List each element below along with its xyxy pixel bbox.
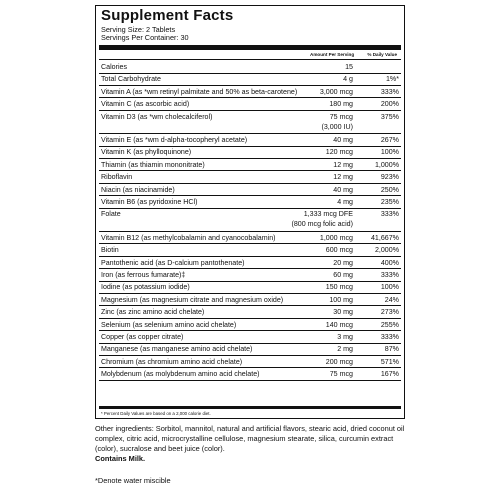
nutrient-daily-value: 167% <box>380 370 399 379</box>
nutrient-daily-value: 2,000% <box>374 246 399 255</box>
nutrient-name: Calories <box>101 63 128 71</box>
nutrient-row <box>99 136 401 147</box>
nutrient-name: Folate <box>101 210 121 219</box>
nutrient-daily-value: 333% <box>380 333 399 341</box>
nutrient-name: Iodine (as potassium iodide) <box>101 283 190 292</box>
nutrient-amount: 600 mcg <box>325 246 353 255</box>
nutrient-amount: 120 mcg <box>325 148 353 157</box>
water-miscible-note: *Denote water miscible <box>95 476 171 485</box>
nutrient-name: Vitamin K (as phylloquinone) <box>101 148 192 157</box>
supplement-facts-panel <box>95 5 405 419</box>
nutrient-name: Niacin (as niacinamide) <box>101 185 175 194</box>
nutrient-name: Molybdenum (as molybdenum amino acid chelate) <box>101 370 260 379</box>
row-divider <box>99 183 401 184</box>
nutrient-row <box>99 113 401 135</box>
nutrient-amount: 4 mg <box>337 198 353 206</box>
nutrient-name: Selenium (as selenium amino acid chelate) <box>101 320 237 329</box>
nutrient-name: Vitamin B6 (as pyridoxine HCl) <box>101 198 198 206</box>
nutrient-name: Iron (as ferrous fumarate)‡ <box>101 271 186 279</box>
nutrient-name: Biotin <box>101 246 119 255</box>
nutrient-row <box>99 161 401 172</box>
nutrient-amount: 12 mg <box>333 160 353 169</box>
nutrient-name: Pantothenic acid (as D-calcium pantothenate) <box>101 258 245 267</box>
row-divider <box>99 281 401 282</box>
nutrient-daily-value: 1%* <box>385 75 399 84</box>
row-divider <box>99 133 401 134</box>
nutrient-amount: 1,333 mcg DFE <box>303 210 353 219</box>
nutrient-amount: 40 mg <box>333 136 353 144</box>
nutrient-amount: 180 mg <box>329 100 353 109</box>
contains-milk: Contains Milk. <box>95 454 146 463</box>
row-divider <box>99 73 401 74</box>
other-ingredients-text: Other ingredients: Sorbitol, mannitol, natural and artificial flavors, stearic acid, dried coconut oil complex, citric acid, microcrystalline cellulose, magnesium stearate, silica, curcumin extract (color), sucralose and beet juice (color). <box>95 424 405 453</box>
nutrient-row <box>99 173 401 184</box>
nutrient-name: Total Carbohydrate <box>101 75 161 84</box>
nutrient-row <box>99 234 401 245</box>
column-header-dv: % Daily Value <box>367 52 397 57</box>
nutrient-row <box>99 358 401 369</box>
nutrient-amount: 40 mg <box>333 185 353 194</box>
nutrient-daily-value: 255% <box>380 320 399 329</box>
nutrient-name: Vitamin A (as *wm retinyl palmitate and 50% as beta-carotene) <box>101 87 298 96</box>
row-divider <box>99 367 401 368</box>
thick-rule <box>99 45 401 50</box>
nutrient-daily-value: 87% <box>384 345 399 354</box>
nutrient-row <box>99 296 401 307</box>
nutrient-row <box>99 63 401 74</box>
nutrient-daily-value: 333% <box>380 271 399 279</box>
nutrient-daily-value: 571% <box>380 357 399 366</box>
row-divider <box>99 146 401 147</box>
row-divider <box>99 195 401 196</box>
nutrient-amount: 75 mcg <box>329 370 353 379</box>
nutrient-row <box>99 308 401 319</box>
nutrient-row <box>99 345 401 356</box>
nutrient-row <box>99 148 401 159</box>
nutrient-daily-value: 100% <box>380 283 399 292</box>
row-divider <box>99 231 401 232</box>
nutrient-daily-value: 333% <box>380 87 399 96</box>
nutrient-row <box>99 370 401 381</box>
nutrient-daily-value: 400% <box>380 258 399 267</box>
header-rule <box>99 59 401 60</box>
nutrient-daily-value: 375% <box>380 112 399 121</box>
nutrient-amount: 60 mg <box>333 271 353 279</box>
nutrient-row <box>99 333 401 344</box>
nutrient-row <box>99 186 401 197</box>
row-divider <box>99 380 401 381</box>
nutrient-amount: 100 mg <box>329 295 353 304</box>
nutrient-row <box>99 75 401 86</box>
other-ingredients <box>95 424 407 464</box>
nutrient-name: Vitamin C (as ascorbic acid) <box>101 100 190 109</box>
nutrient-amount: 30 mg <box>333 308 353 317</box>
nutrient-amount: 4 g <box>343 75 353 84</box>
nutrient-row <box>99 271 401 282</box>
row-divider <box>99 256 401 257</box>
nutrient-amount: 15 <box>345 63 353 71</box>
nutrient-daily-value: 333% <box>380 210 399 219</box>
nutrient-amount: 200 mcg <box>325 357 353 366</box>
nutrient-name: Vitamin D3 (as *wm cholecalciferol) <box>101 112 213 121</box>
nutrient-amount: 3,000 mcg <box>319 87 353 96</box>
row-divider <box>99 208 401 209</box>
nutrient-daily-value: 923% <box>380 173 399 182</box>
nutrient-amount: 3 mg <box>337 333 353 341</box>
servings-per-container: Servings Per Container: 30 <box>101 33 189 42</box>
row-divider <box>99 305 401 306</box>
row-divider <box>99 97 401 98</box>
nutrient-name: Copper (as copper citrate) <box>101 333 184 341</box>
nutrient-daily-value: 1,000% <box>374 160 399 169</box>
nutrient-amount: 12 mg <box>333 173 353 182</box>
row-divider <box>99 170 401 171</box>
nutrient-name: Chromium (as chromium amino acid chelate) <box>101 357 243 366</box>
nutrient-name: Riboflavin <box>101 173 133 182</box>
nutrient-row <box>99 100 401 111</box>
bottom-rule <box>99 406 401 409</box>
nutrient-amount: 20 mg <box>333 258 353 267</box>
column-header-amount: Amount Per Serving <box>310 52 355 57</box>
row-divider <box>99 268 401 269</box>
row-divider <box>99 330 401 331</box>
row-divider <box>99 243 401 244</box>
row-divider <box>99 85 401 86</box>
nutrient-row <box>99 283 401 294</box>
row-divider <box>99 318 401 319</box>
nutrient-amount: 1,000 mcg <box>319 233 353 242</box>
nutrient-amount-secondary: (800 mcg folic acid) <box>291 220 353 229</box>
nutrient-name: Thiamin (as thiamin mononitrate) <box>101 160 205 169</box>
nutrient-row <box>99 321 401 332</box>
nutrient-daily-value: 273% <box>380 308 399 317</box>
row-divider <box>99 110 401 111</box>
nutrient-name: Magnesium (as magnesium citrate and magnesium oxide) <box>101 295 284 304</box>
nutrient-amount: 140 mcg <box>325 320 353 329</box>
row-divider <box>99 355 401 356</box>
nutrient-daily-value: 24% <box>384 295 399 304</box>
nutrient-daily-value: 267% <box>380 136 399 144</box>
row-divider <box>99 343 401 344</box>
nutrient-daily-value: 41,667% <box>370 233 399 242</box>
footnote: * Percent Daily Values are based on a 2,000 calorie diet. <box>101 411 211 416</box>
nutrient-row <box>99 198 401 209</box>
nutrient-row <box>99 210 401 232</box>
nutrient-name: Zinc (as zinc amino acid chelate) <box>101 308 205 317</box>
nutrient-daily-value: 100% <box>380 148 399 157</box>
nutrient-amount: 2 mg <box>337 345 353 354</box>
nutrient-amount-secondary: (3,000 IU) <box>321 122 353 131</box>
nutrient-amount: 75 mcg <box>329 112 353 121</box>
nutrient-row <box>99 88 401 99</box>
nutrient-name: Vitamin B12 (as methylcobalamin and cyanocobalamin) <box>101 233 276 242</box>
nutrient-name: Manganese (as manganese amino acid chelate) <box>101 345 253 354</box>
panel-title: Supplement Facts <box>101 7 234 24</box>
nutrient-daily-value: 200% <box>380 100 399 109</box>
serving-size: Serving Size: 2 Tablets <box>101 25 176 34</box>
nutrient-daily-value: 235% <box>380 198 399 206</box>
nutrient-row <box>99 246 401 257</box>
nutrient-row <box>99 259 401 270</box>
nutrient-name: Vitamin E (as *wm d-alpha-tocopheryl acetate) <box>101 136 248 144</box>
row-divider <box>99 158 401 159</box>
nutrient-amount: 150 mcg <box>325 283 353 292</box>
row-divider <box>99 293 401 294</box>
nutrient-daily-value: 250% <box>380 185 399 194</box>
